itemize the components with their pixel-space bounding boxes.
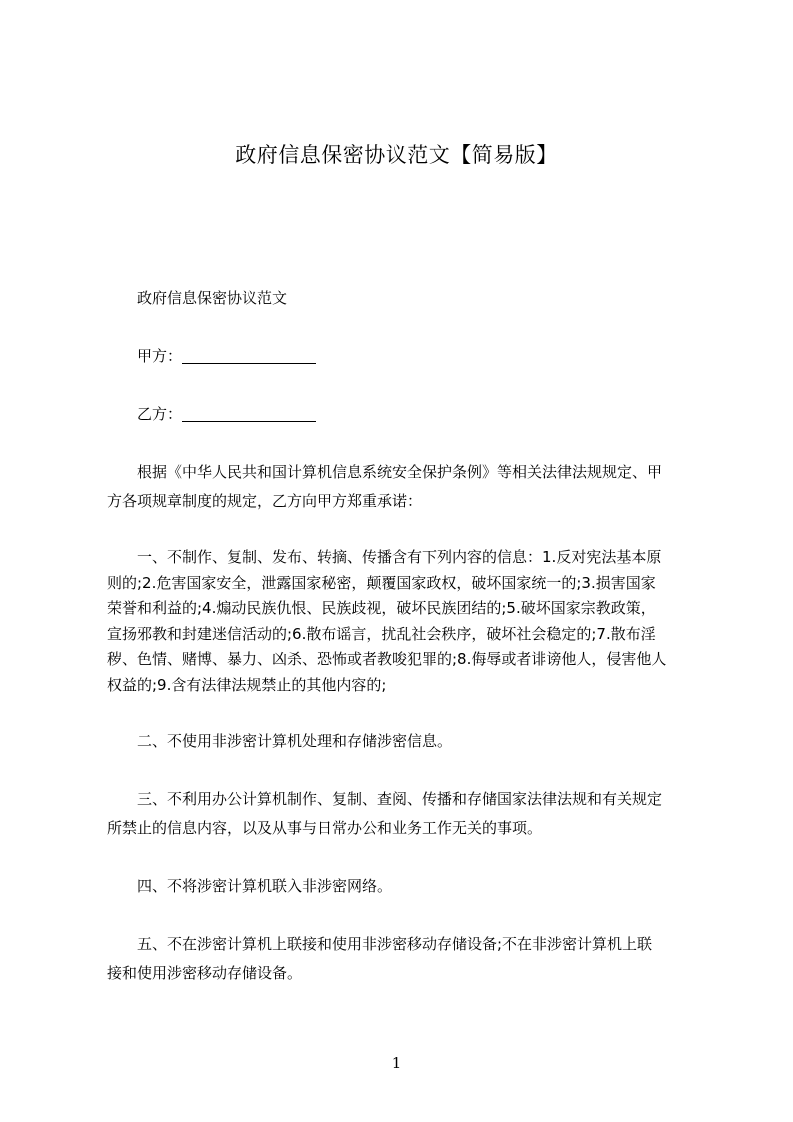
- clause-5-paragraph: [107, 930, 699, 988]
- clause-1-line-2: 则的;2.危害国家安全，泄露国家秘密，颠覆国家政权，破坏国家统一的;3.损害国家: [107, 573, 656, 592]
- party-b-label: 乙方：: [137, 405, 183, 423]
- party-b-line: [107, 400, 699, 429]
- heading-text: 政府信息保密协议范文: [137, 289, 288, 307]
- clause-2-text: 二、不使用非涉密计算机处理和存储涉密信息。: [137, 732, 453, 750]
- party-a-line: [107, 342, 699, 371]
- clause-3-line-1: 三、不利用办公计算机制作、复制、查阅、传播和存储国家法律法规和有关规定: [137, 790, 663, 808]
- document-title: 政府信息保密协议范文【简易版】: [235, 143, 558, 167]
- clause-1-line-3: 荣誉和利益的;4.煽动民族仇恨、民族歧视，破坏民族团结的;5.破坏国家宗教政策，: [107, 599, 656, 617]
- intro-line-2: 方各项规章制度的规定，乙方向甲方郑重承诺：: [107, 492, 423, 510]
- clause-1-line-4: 宣扬邪教和封建迷信活动的;6.散布谣言，扰乱社会秩序，破坏社会稳定的;7.散布淫: [107, 624, 656, 643]
- party-b-blank: [182, 406, 316, 422]
- page-number: 1: [391, 1054, 402, 1072]
- clause-3-line-2: 所禁止的信息内容，以及从事与日常办公和业务工作无关的事项。: [107, 819, 543, 837]
- heading-paragraph: [107, 284, 699, 313]
- clause-5-line-2: 接和使用涉密移动存储设备。: [107, 964, 303, 982]
- party-a-blank: [182, 348, 316, 364]
- document-body: [107, 284, 699, 1017]
- clause-1-line-6: 权益的;9.含有法律法规禁止的其他内容的;: [107, 675, 387, 694]
- clause-5-line-1: 五、不在涉密计算机上联接和使用非涉密移动存储设备;不在非涉密计算机上联: [137, 935, 653, 953]
- clause-1-paragraph: [107, 545, 699, 698]
- party-a-label: 甲方：: [137, 347, 183, 365]
- clause-1-line-1: 一、不制作、复制、发布、转摘、传播含有下列内容的信息：1.反对宪法基本原: [137, 548, 662, 566]
- clause-4-text: 四、不将涉密计算机联入非涉密网络。: [137, 877, 393, 895]
- clause-1-line-5: 秽、色情、赌博、暴力、凶杀、恐怖或者教唆犯罪的;8.侮辱或者诽谤他人，侵害他人: [107, 650, 667, 668]
- clause-3-paragraph: [107, 785, 699, 843]
- clause-2-paragraph: [107, 727, 699, 756]
- intro-paragraph: [107, 458, 699, 516]
- clause-4-paragraph: [107, 872, 699, 901]
- intro-line-1: 根据《中华人民共和国计算机信息系统安全保护条例》等相关法律法规规定、甲: [137, 463, 663, 481]
